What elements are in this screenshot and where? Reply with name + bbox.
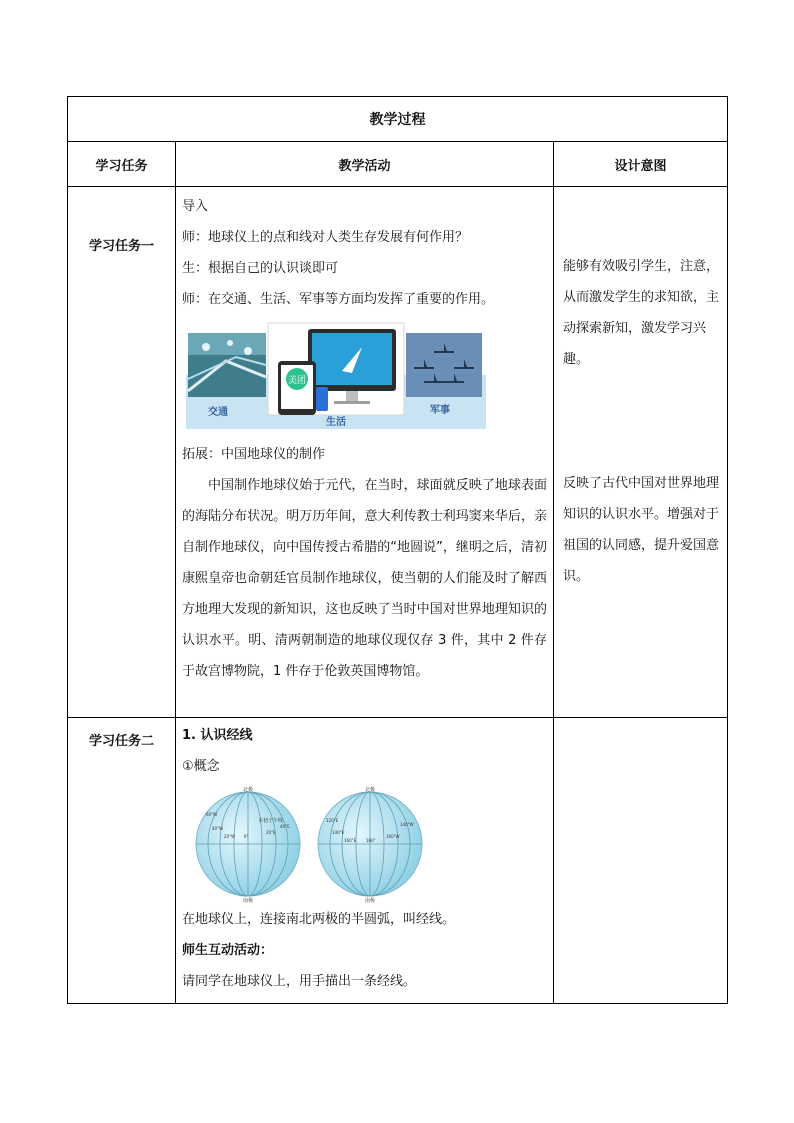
task-two-intent <box>554 718 728 1004</box>
degree-label: 20°E <box>266 830 276 835</box>
north-pole-label: 北极 <box>364 787 376 793</box>
degree-label: 60°W <box>206 812 218 817</box>
header-activity: 教学活动 <box>176 142 554 187</box>
military-label: 军事 <box>430 405 450 416</box>
meridian-definition: 在地球仪上，连接南北两极的半圆弧，叫经线。 <box>182 912 456 927</box>
intent-attention: 能够有效吸引学生，注意，从而激发学生的求知欲，主动探索新知，激发学习兴趣。 <box>563 259 720 367</box>
degree-label: 140°W <box>400 822 414 827</box>
meridian-heading: 1. 认识经线 <box>182 728 253 743</box>
intro-line: 导入 <box>182 199 209 214</box>
globe-history-paragraph: 中国制作地球仪始于元代，在当时，球面就反映了地球表面的海陆分布状况。明万历年间，意大利传教士利玛窦来华后，亲自制作地球仪，向中国传授古希腊的“地圆说”，继明之后，清初康熙皇帝也命朝廷官员制作地球仪，使当朝的人们能及时了解西方地理大发现的新知识，这也反映了当时中国对世界地理知识的认识水平。明、清两朝制造的地球仪现仅存 3 件，其中 2 件存于故宫博物院，1 件存于伦敦英国博物馆。 <box>182 478 547 679</box>
student-answer: 生：根据自己的认识谈即可 <box>182 261 339 276</box>
app-logo-text: 美团 <box>287 376 307 386</box>
lesson-process-table <box>67 96 728 1004</box>
meridian-globes-image <box>194 786 434 904</box>
interaction-text: 请同学在地球仪上，用手描出一条经线。 <box>182 974 417 989</box>
degree-label: 20°W <box>224 834 236 839</box>
north-pole-label: 北极 <box>242 787 254 793</box>
intent-patriotism: 反映了古代中国对世界地理知识的认识水平。增强对于祖国的认同感，提升爱国意识。 <box>563 476 720 584</box>
degree-label: 160°W <box>386 834 400 839</box>
south-pole-label: 南极 <box>242 898 254 904</box>
table-title: 教学过程 <box>68 97 728 142</box>
task-one-label: 学习任务一 <box>68 187 176 718</box>
degree-label: 40°E <box>280 824 290 829</box>
degree-label: 140°E <box>332 830 345 835</box>
task-two-activity <box>176 718 554 1004</box>
task-one-activity <box>176 187 554 718</box>
western-hemisphere-globe <box>196 786 300 904</box>
prime-meridian-label: 本初子午线 <box>258 818 284 824</box>
eastern-hemisphere-globe <box>318 786 422 904</box>
task-one-intent <box>554 187 728 718</box>
table-row <box>68 718 728 1004</box>
applications-collage-image <box>186 321 486 431</box>
life-label: 生活 <box>326 417 346 428</box>
teacher-answer: 师：在交通、生活、军事等方面均发挥了重要的作用。 <box>182 292 495 307</box>
task-two-label: 学习任务二 <box>68 718 176 1004</box>
extension-title: 拓展：中国地球仪的制作 <box>182 447 326 462</box>
interaction-title: 师生互动活动： <box>182 943 274 958</box>
degree-label: 120°E <box>326 818 339 823</box>
header-task: 学习任务 <box>68 142 176 187</box>
degree-label: 0° <box>244 834 249 839</box>
traffic-label: 交通 <box>208 407 228 418</box>
degree-label: 180° <box>366 838 376 843</box>
concept-subheading: ①概念 <box>182 759 220 774</box>
teacher-question: 师：地球仪上的点和线对人类生存发展有何作用？ <box>182 230 469 245</box>
south-pole-label: 南极 <box>364 898 376 904</box>
degree-label: 40°W <box>212 826 224 831</box>
header-intent: 设计意图 <box>554 142 728 187</box>
table-row <box>68 187 728 718</box>
degree-label: 160°E <box>344 838 357 843</box>
